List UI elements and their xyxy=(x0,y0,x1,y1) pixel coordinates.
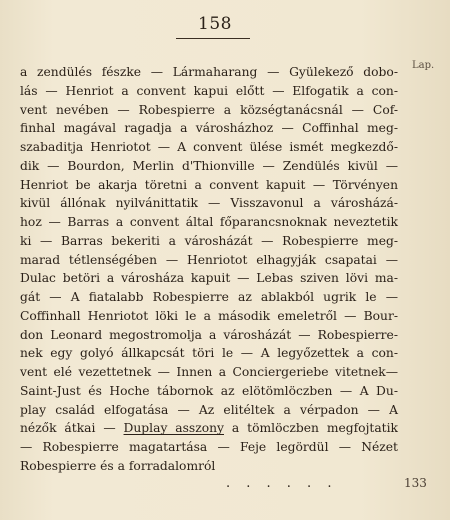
line-segment: a tömlöczben megfojtatik xyxy=(224,421,398,436)
text-line-with-underline xyxy=(20,419,398,438)
text-line: — Robespierre magatartása — Feje legördül — Nézet xyxy=(20,440,398,454)
text-line: Coffinhall Henriotot löki le a második emeletről — Bour- xyxy=(20,308,398,323)
contents-text xyxy=(20,63,398,476)
text-line: play család elfogatása — Az elitéltek a vérpadon — A xyxy=(20,402,398,417)
text-line: marad tétlenségében — Henriotot elhagyják csapatai — xyxy=(20,252,398,267)
text-line: Dulac betöri a városháza kapuit — Lebas sziven lövi ma- xyxy=(20,271,398,286)
text-line: don Leonard megostromolja a városházát — Robespierre- xyxy=(20,327,398,342)
text-line: a zendülés fészke — Lármaharang — Gyülekező dobo- xyxy=(20,65,398,79)
leader-dots: . . . . . . xyxy=(226,476,338,491)
page-reference: 133 xyxy=(404,476,427,490)
text-line: vent nevében — Robespierre a községtanácsnál — Cof- xyxy=(20,102,398,117)
underlined-phrase: Duplay asszony xyxy=(123,421,224,436)
header-rule xyxy=(176,38,250,39)
text-line: gát — A fiatalabb Robespierre az ablakból ugrik le — xyxy=(20,290,398,304)
text-line: dik — Bourdon, Merlin d'Thionville — Zendülés kivül — xyxy=(20,158,398,173)
text-line: kivül állónak nyilvánittatik — Visszavonul a városházá- xyxy=(20,196,398,211)
text-line: ki — Barras bekeriti a városházát — Robespierre meg- xyxy=(20,233,398,248)
text-line: Henriot be akarja töretni a convent kapuit — Törvényen xyxy=(20,177,398,192)
text-line: lás — Henriot a convent kapui előtt — Elfogatik a con- xyxy=(20,83,398,98)
text-line: Saint-Just és Hoche tábornok az elötömlöczben — A Du- xyxy=(20,383,398,398)
text-line: vent elé vezettetnek — Innen a Conciergeriebe vitetnek— xyxy=(20,365,398,379)
text-line: hoz — Barras a convent által főparancsnoknak neveztetik xyxy=(20,215,398,229)
margin-note: Lap. xyxy=(412,60,435,71)
line-segment: nézők átkai — xyxy=(20,421,124,436)
page-number: 158 xyxy=(198,14,232,34)
text-line: nek egy golyó állkapcsát töri le — A legyőzettek a con- xyxy=(20,346,398,361)
text-line: finhal magával ragadja a városházhoz — Coffinhal meg- xyxy=(20,121,398,136)
text-line: szabaditja Henriotot — A convent ülése ismét megkezdő- xyxy=(20,140,398,154)
text-line-last: Robespierre és a forradalomról xyxy=(20,458,216,473)
